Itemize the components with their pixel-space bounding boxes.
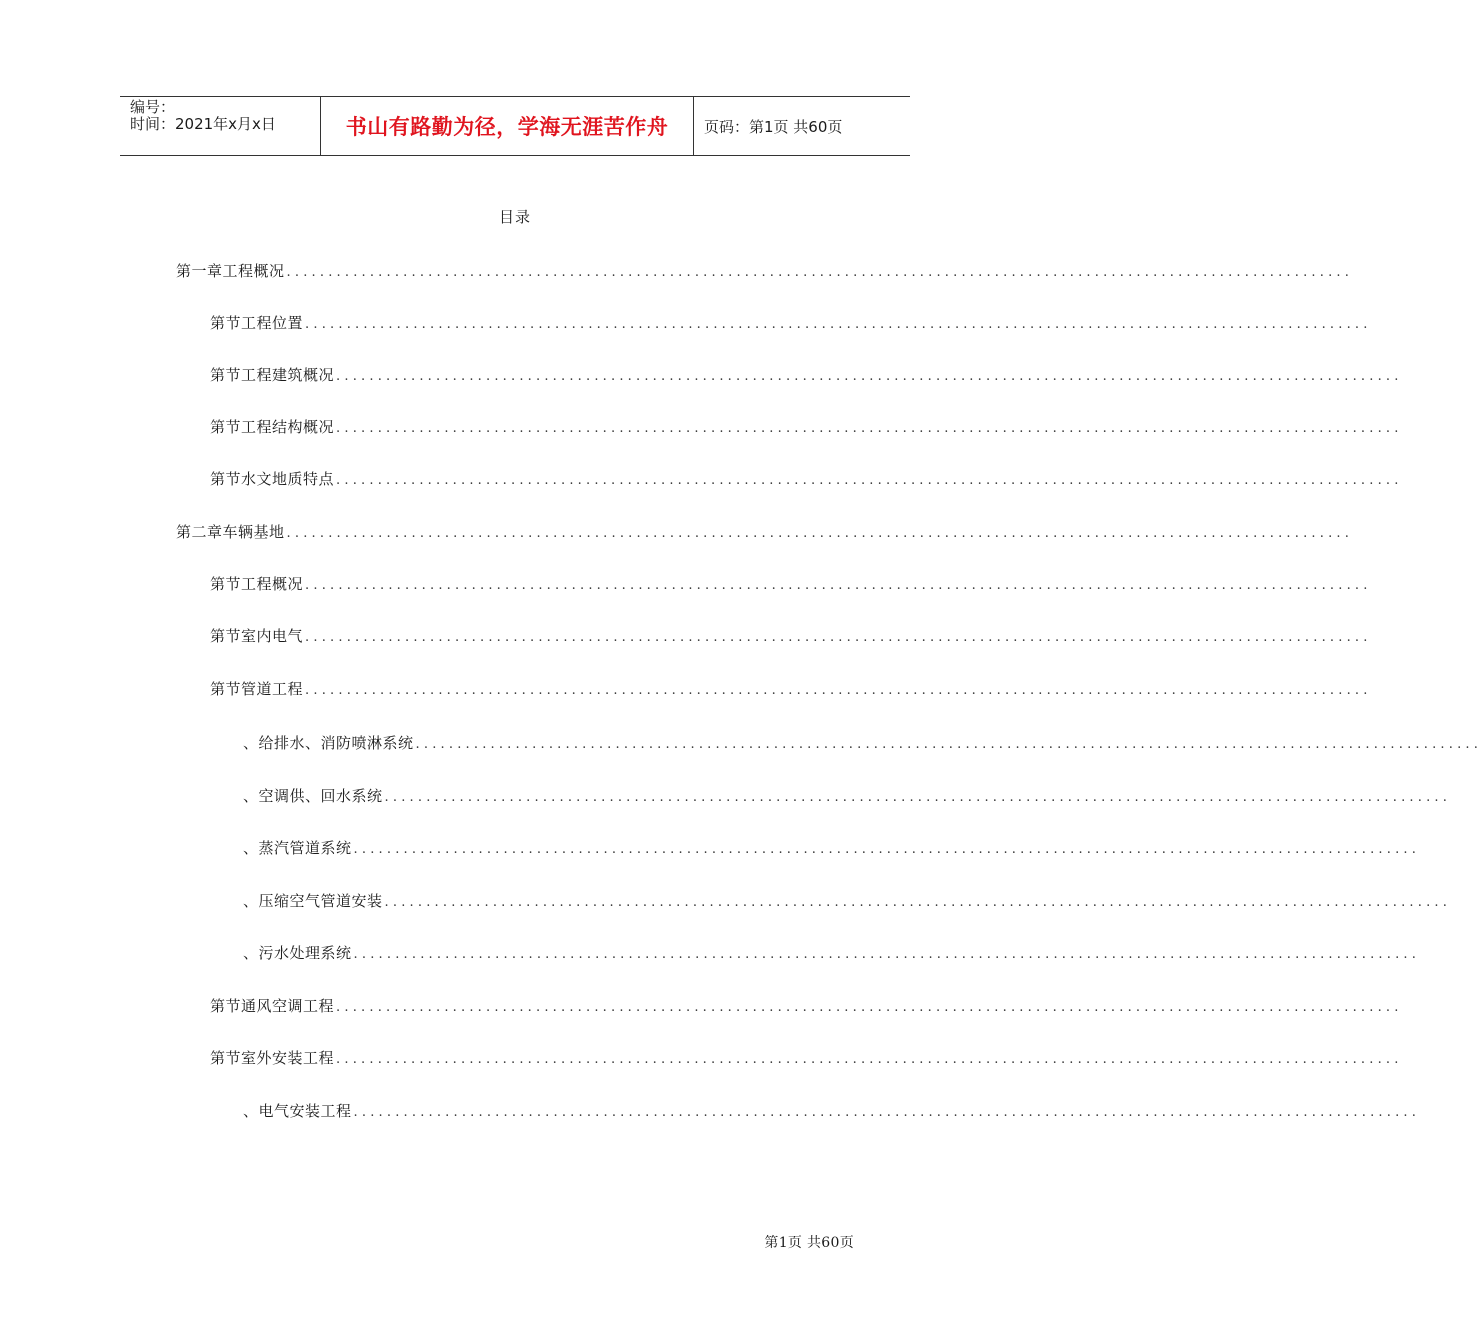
- toc-entry-label: 室内电气: [241, 627, 304, 645]
- toc-entry-leader: ................................................................................................................................: [353, 842, 1421, 857]
- toc-entry-prefix: 、: [243, 1102, 259, 1120]
- toc-entry[interactable]: [210, 364, 1403, 384]
- time-label: 时间：2021年x月x日: [130, 115, 276, 133]
- toc-entry-leader: ................................................................................................................................: [384, 895, 1452, 910]
- toc-entry-leader: ................................................................................................................................: [305, 683, 1372, 698]
- toc-entry-prefix: 第节: [210, 418, 242, 436]
- toc-entry-prefix: 、: [243, 944, 259, 962]
- toc-entry-leader: ................................................................................................................................: [305, 317, 1372, 332]
- toc-entry-leader: ................................................................................................................................: [336, 369, 1403, 384]
- toc-entry-prefix: 第节: [210, 470, 242, 488]
- toc-entry-label: 通风空调工程: [241, 997, 335, 1015]
- toc-entry-label: 空调供、回水系统: [258, 787, 383, 805]
- header-page-cell: [694, 97, 910, 155]
- toc-entry[interactable]: [176, 521, 1354, 541]
- toc-entry-leader: ................................................................................................................................: [336, 473, 1403, 488]
- toc-entry-leader: ................................................................................................................................: [336, 1052, 1403, 1067]
- toc-entry-leader: ................................................................................................................................: [305, 630, 1372, 645]
- motto-text: 书山有路勤为径，学海无涯苦作舟: [345, 115, 669, 139]
- toc-entry-label: 工程结构概况: [241, 418, 335, 436]
- toc-entry-label: 蒸汽管道系统: [258, 839, 352, 857]
- toc-entry[interactable]: [210, 468, 1403, 488]
- toc-entry[interactable]: [210, 312, 1372, 332]
- toc-entry-label: 污水处理系统: [258, 944, 352, 962]
- toc-entry-label: 管道工程: [241, 680, 304, 698]
- toc-entry-leader: ................................................................................................................................: [384, 790, 1452, 805]
- toc-entry[interactable]: [243, 785, 1452, 805]
- toc-entry-prefix: 第节: [210, 680, 242, 698]
- document-header: [120, 96, 910, 156]
- toc-entry[interactable]: [210, 1047, 1403, 1067]
- toc-entry[interactable]: [210, 678, 1372, 698]
- toc-entry[interactable]: [210, 625, 1372, 645]
- toc-entry-label: 压缩空气管道安装: [258, 892, 383, 910]
- toc-entry-label: 工程概况: [241, 575, 304, 593]
- toc-entry-prefix: 第二章: [176, 523, 223, 541]
- toc-entry-leader: ................................................................................................................................: [336, 1000, 1403, 1015]
- toc-entry-prefix: 第节: [210, 627, 242, 645]
- toc-entry-prefix: 第节: [210, 1049, 242, 1067]
- toc-entry-label: 室外安装工程: [241, 1049, 335, 1067]
- header-motto-cell: [321, 97, 694, 155]
- toc-entry[interactable]: [243, 732, 1482, 752]
- toc-entry[interactable]: [243, 1100, 1421, 1120]
- toc-entry[interactable]: [243, 837, 1421, 857]
- toc-entry[interactable]: [176, 260, 1354, 280]
- toc-entry-label: 工程建筑概况: [241, 366, 335, 384]
- toc-entry-leader: ................................................................................................................................: [415, 737, 1482, 752]
- toc-entry-leader: ................................................................................................................................: [336, 421, 1403, 436]
- toc-entry[interactable]: [243, 890, 1452, 910]
- toc-entry-prefix: 第节: [210, 366, 242, 384]
- toc-entry-leader: ................................................................................................................................: [286, 265, 1354, 280]
- toc-entry-label: 工程概况: [222, 262, 285, 280]
- header-meta-cell: [120, 97, 321, 155]
- page-footer: 第1页 共60页: [764, 1235, 854, 1251]
- toc-entry-label: 给排水、消防喷淋系统: [258, 734, 414, 752]
- toc-entry-prefix: 、: [243, 734, 259, 752]
- toc-entry-leader: ................................................................................................................................: [353, 1105, 1421, 1120]
- toc-title: 目录: [498, 208, 531, 226]
- toc-entry[interactable]: [210, 573, 1372, 593]
- toc-entry-prefix: 、: [243, 892, 259, 910]
- toc-entry[interactable]: [243, 942, 1421, 962]
- toc-entry-label: 车辆基地: [222, 523, 285, 541]
- toc-entry-prefix: 第节: [210, 314, 242, 332]
- toc-entry-leader: ................................................................................................................................: [286, 526, 1354, 541]
- header-page-info: 页码：第1页 共60页: [704, 117, 843, 136]
- toc-entry[interactable]: [210, 416, 1403, 436]
- toc-entry-prefix: 第节: [210, 997, 242, 1015]
- toc-entry-label: 电气安装工程: [258, 1102, 352, 1120]
- toc-entry-prefix: 第节: [210, 575, 242, 593]
- number-label: 编号：: [130, 98, 176, 116]
- toc-entry-label: 工程位置: [241, 314, 304, 332]
- toc-entry-label: 水文地质特点: [241, 470, 335, 488]
- toc-entry-prefix: 第一章: [176, 262, 223, 280]
- toc-entry-leader: ................................................................................................................................: [353, 947, 1421, 962]
- toc-entry-prefix: 、: [243, 839, 259, 857]
- toc-entry-leader: ................................................................................................................................: [305, 578, 1372, 593]
- toc-entry[interactable]: [210, 995, 1403, 1015]
- toc-entry-prefix: 、: [243, 787, 259, 805]
